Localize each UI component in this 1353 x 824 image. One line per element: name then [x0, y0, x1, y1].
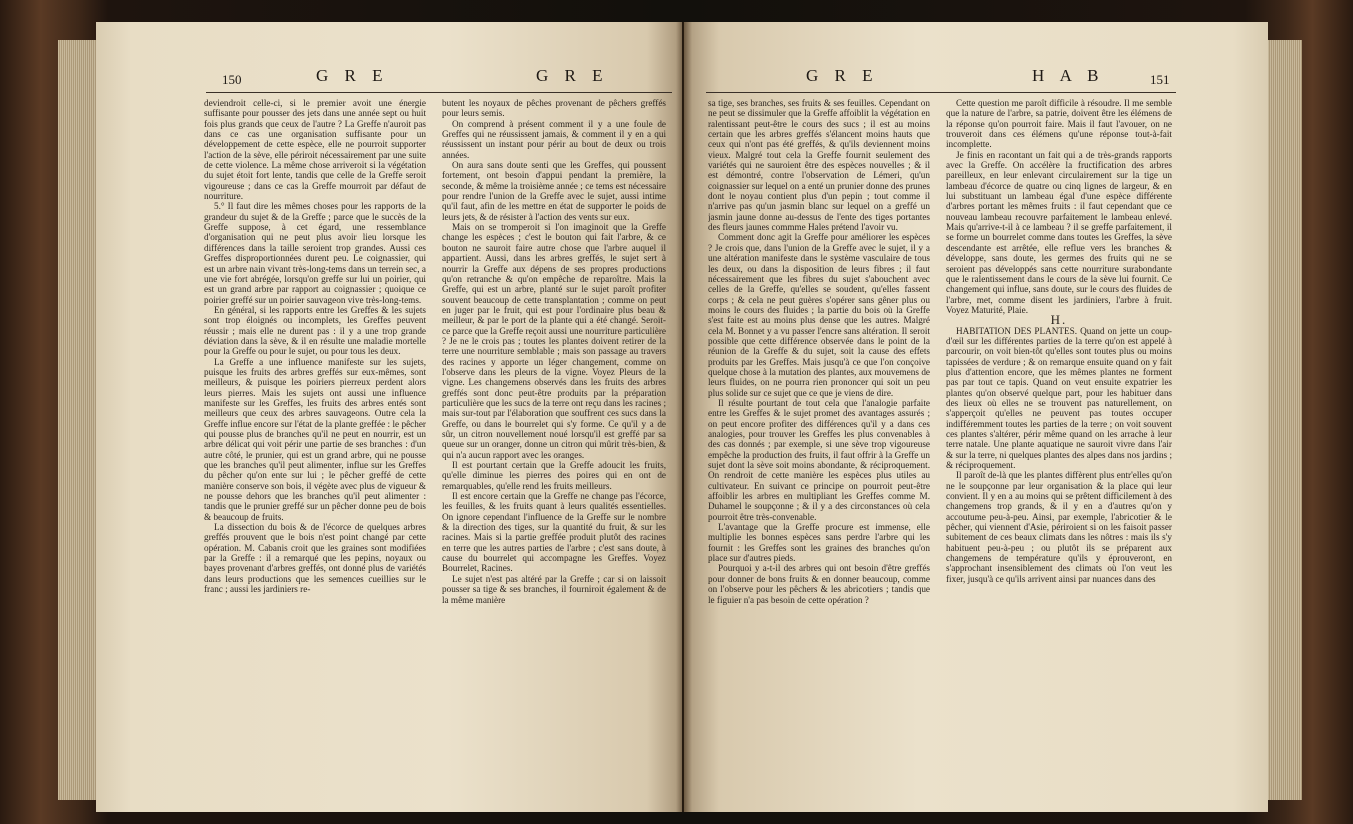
text-column-left-1: [204, 98, 426, 788]
page-number-left: 150: [222, 72, 242, 87]
left-page: [96, 22, 682, 812]
paragraph: deviendroit celle-ci, si le premier avoit une énergie suffisante pour pousser des jets dans une année sept ou huit fois plus grands que ceux de l'autre ? La Greffe n'auroit pas dans ce cas une organisation suffisante pour un développement de cette espèce, elle ne pourroit supporter l'action de la sève, elle périroit nécessairement par une suite de cette violence. La même chose arriveroit si la végétation du sujet étoit fort lente, tandis que celle de la Greffe seroit vigoureuse ; dans ce cas la Greffe mourroit par défaut de nourriture.: [204, 98, 426, 202]
text-column-left-2: [442, 98, 666, 788]
paragraph: Le sujet n'est pas altéré par la Greffe ; car si on laissoit pousser sa tige & ses branches, il fourniroit également & de la même manière: [442, 573, 666, 605]
paragraph: Il est pourtant certain que la Greffe adoucit les fruits, qu'elle diminue les pierres des poires qui en ont de remarquables, qu'elle rend les fruits meilleurs.: [442, 460, 666, 491]
running-head-right-col: G R E: [536, 66, 609, 85]
paragraph: La dissection du bois & de l'écorce de quelques arbres greffés prouvent que le bois n'est point changé par cette opération. M. Cabanis croit que les graines sont modifiées par la Greffe : il a remarqué que les pepins, noyaux ou bayes provenant d'arbres greffés, ont donné plus de variétés dans leurs productions que les semences cueillies sur le franc ; aussi les jardiniers re-: [204, 522, 426, 595]
paragraph: Il est encore certain que la Greffe ne change pas l'écorce, les feuilles, & les fruits quant à leurs qualités essentielles. On ignore cependant l'influence de la Greffe sur le nombre & la direction des tiges, sur la quantité du fruit, & sur les racines. Mais si la partie greffée produit plutôt des racines en terre que les autres parties de l'arbre ; c'est sans doute, à cause du bourrelet qui accompagne les Greffes. Voyez Bourrelet, Racines.: [442, 491, 666, 574]
paragraph: Je finis en racontant un fait qui a de très-grands rapports avec la Greffe. On accélère la fructification des arbres pareilleux, en leur enlevant circulairement sur la tige un lambeau d'écorce de quatre ou cinq lignes de largeur, & en lui substituant un lambeau égal d'une espèce différente d'arbres portant les mêmes fruits : il faut cependant que ce nouveau lambeau recouvre parfaitement le lambeau enlevé. Mais qu'arrive-t-il à ce lambeau ? il se greffe parfaitement, il se forme un bourrelet comme dans toutes les Greffes, la sève descendante est arrêtée, elle reflue vers les branches & développe, sans doute, les germes des fruits qui ne se seroient pas développés sans cette nourriture surabondante que le ralentissement dans le cours de la sève lui fournit. Ce changement qui influe, sans doute, sur le cours des fluides de l'arbre, met, comme disent les jardiniers, l'arbre à fruit. Voyez Maturité, Plaie.: [946, 149, 1172, 315]
running-head-left-col: G R E: [806, 66, 879, 85]
page-number-right: 151: [1150, 72, 1170, 87]
page-edges-left: [58, 40, 98, 800]
header-rule: [206, 92, 672, 93]
paragraph: 5.° Il faut dire les mêmes choses pour les rapports de la grandeur du sujet & de la Greffe ; parce que le succès de la Greffe suppose, à cet égard, une ressemblance d'organisation qui ne peut plus avoir lieu lorsque les différences dans la taille seroient trop grandes. Aussi ces Greffes disproportionnées durent peu. Le coignassier, qui est un arbre nain vivant très-long-tems dans un terrein sec, a une vie fort abrégée, lorsqu'on greffe sur lui un poirier, qui est un grand arbre par rapport au coignassier ; quoique ce poirier greffé sur un poirier sauvageon vive très-long-tems.: [204, 201, 426, 305]
paragraph: Il paroît de-là que les plantes diffèrent plus entr'elles qu'on ne le soupçonne par leur organisation & la place qui leur convient. Il y en a au moins qui se prêtent difficilement à des changemens trop grands, & il y en a d'autres qu'on y accoutume peu-à-peu. Ainsi, par exemple, l'abricotier & le pêcher, qui viennent d'Asie, périroient si on les faisoit passer subitement de ces beaux climats dans les nôtres : mais ils s'y habituent peu-à-peu ; ou plutôt ils se préparent aux changemens de température qu'ils y éprouveront, en s'approchant insensiblement des climats où l'on veut les fixer, jusqu'à ce qu'ils arrivent ainsi par nuances dans des: [946, 470, 1172, 584]
paragraph: On aura sans doute senti que les Greffes, qui poussent fortement, ont besoin d'appui pendant la première, la seconde, & même la troisième année ; ce tems est nécessaire pour rendre l'union de la Greffe avec le sujet, aussi intime qu'il faut, afin de les mettre en état de supporter le poids de leurs jets, & de résister à l'action des vents sur eux.: [442, 160, 666, 222]
paragraph: Cette question me paroît difficile à résoudre. Il me semble que la nature de l'arbre, sa patrie, doivent être les élémens de la réponse qu'on pourroit faire. Mais il faut l'avouer, on ne trouveroit dans ces élémens qu'une réponse tout-à-fait incomplette.: [946, 98, 1172, 150]
text-column-right-2: [946, 98, 1172, 788]
paragraph: HABITATION DES PLANTES. Quand on jette un coup-d'œil sur les différentes parties de la terre qu'on est appelé à parcourir, on voit bien-tôt qu'elles sont toutes plus ou moins tapissées de verdure ; & on remarque ensuite quand on y fait plus d'attention encore, que les mêmes plantes ne forment pas par tout ce tapis. Quand on veut ensuite expatrier les plantes qu'on observé quelque part, pour les habituer dans des lieux où elles ne se trouvent pas naturellement, on s'apperçoit qu'elles ne peuvent pas toutes occuper indifféremment toutes les parties de la terre ; on voit souvent ces plantes s'altérer, périr même quand on les arrache à leur terre natale. Une plante aquatique ne sauroit vivre dans l'air & sur la terre, ni quelques plantes des alpes dans nos jardins ; & réciproquement.: [946, 325, 1172, 471]
header-rule: [706, 92, 1176, 93]
paragraph: L'avantage que la Greffe procure est immense, elle multiplie les bonnes espèces sans perdre l'arbre qui les fournit : les Greffes sont les graines des branches qu'on place sur d'autres pieds.: [708, 522, 930, 564]
paragraph: Mais on se tromperoit si l'on imaginoit que la Greffe change les espèces ; c'est le bouton qui fait l'arbre, & ce bouton ne sauroit faire autre chose que l'arbre auquel il appartient. Aussi, dans les arbres greffés, le sujet sert à nourrir la Greffe aux dépens de ses propres productions qu'on retranche & qu'on empêche de reparoître. Mais la Greffe, qui est un arbre, planté sur le sujet paroît profiter souvent beaucoup de cette transplantation ; comme on peut en juger par le fruit, qui est pour l'ordinaire plus beau & meilleur, & par le port de la plante qui a été changé. Seroit-ce parce que la Greffe reçoit aussi une nourriture particulière ? Je ne le crois pas ; toutes les plantes doivent retirer de la terre une nourriture semblable ; mais son passage au travers des racines y apporte un léger changement, comme on l'observe dans les pleurs de la vigne. Voyez Pleurs de la vigne. Les changemens observés dans les fruits des arbres greffés sont donc peut-être produits par la préparation particulière que les sucs de la terre ont reçu dans les racines ; mais sur-tout par l'élaboration que souffrent ces sucs dans la Greffe, ou dans le bourrelet qui s'y forme. Ce qu'il y a de sûr, un citron nouvellement noué lorsqu'il est greffé par sa queue sur un oranger, donne un citron qui mûrit très-bien, & qui n'a aucun rapport avec les oranges.: [442, 222, 666, 460]
text-column-right-1: [708, 98, 930, 788]
paragraph: En général, si les rapports entre les Greffes & les sujets sont trop éloignés ou incomplets, les Greffes peuvent réussir ; mais elle ne durent pas : il y a une trop grande déviation dans la sève, & il en résulte une maladie mortelle pour la Greffe ou pour le sujet, ou pour tous les deux.: [204, 304, 426, 357]
paragraph: sa tige, ses branches, ses fruits & ses feuilles. Cependant on ne peut se dissimuler que la Greffe affoiblit la végétation en ralentissant peut-être le cours des sucs ; il est au moins certain que les arbres greffés s'élancent moins hauts que ceux qui n'ont pas été greffés, & qu'ils deviennent moins vieux. Malgré tout cela la Greffe fournit seulement des variétés qui ne sauroient être des espèces nouvelles ; & il est démontré, contre l'observation de Lémeri, qu'un coignassier sur lequel on a enté un prunier donne des prunes dont le noyau contient plus d'un pepin ; tout comme il n'arrive pas qu'un jasmin blanc sur lequel on a greffé un jasmin jaune donne au-dessus de l'ente des tiges portantes des fleurs jaunes commme Hales prétend l'avoir vu.: [708, 98, 930, 233]
paragraph: Il résulte pourtant de tout cela que l'analogie parfaite entre les Greffes & le sujet promet des avantages assurés ; on peut encore profiter des différences qu'il y a dans ces analogies, pour trouver les Greffes les plus convenables à des cas donnés ; par exemple, si une sève trop vigoureuse empêche la production des fruits, il faut offrir à la Greffe un sujet dont la sève soit moins abondante, & réciproquement. On rendroit de cette manière les espèces plus utiles au cultivateur. En suivant ce principe on pourroit peut-être affoiblir les arbres en multipliant les Greffes comme M. Duhamel le soupçonne ; & il y a des circonstances où cela pourroit être très-convenable.: [708, 397, 930, 522]
paragraph: La Greffe a une influence manifeste sur les sujets, puisque les fruits des arbres greffés sur eux-mêmes, sont meilleurs, & puisque les poiriers pierreux perdent alors leurs pierres. Mais les sujets ont aussi une influence manifeste sur les Greffes, les fruits des arbres entés sont meilleurs que ceux des arbres sauvageons. Outre cela la Greffe influe encore sur l'état de la plante greffée : le pêcher qui pousse plus de branches qu'il ne peut en nourrir, est un arbre délicat qui voit périr une partie de ses branches : d'un autre côté, le prunier, qui est un grand arbre, qui ne pousse que les branches qu'il peut alimenter, influe sur les Greffes du pêcher qu'on ente sur lui ; le pêcher greffé de cette manière conserve son bois, il végète avec plus de vigueur & ne pousse dehors que les branches qu'il peut alimenter : tandis que le prunier greffé sur un pêcher donne peu de bois & beaucoup de fruits.: [204, 356, 426, 522]
paragraph: butent les noyaux de pêches provenant de pêchers greffés pour leurs semis.: [442, 98, 666, 119]
page-edges-right: [1266, 40, 1302, 800]
book-gutter: [676, 22, 692, 812]
paragraph: Pourquoi y a-t-il des arbres qui ont besoin d'être greffés pour donner de bons fruits & en donner beaucoup, comme on l'observe pour les pêchers & les abricotiers ; tandis que le figuier n'a pas besoin de cette opération ?: [708, 563, 930, 605]
right-page: [684, 22, 1268, 812]
paragraph: On comprend à présent comment il y a une foule de Greffes qui ne réussissent jamais, & comment il y en a qui réussissent un instant pour périr au bout de deux ou trois années.: [442, 118, 666, 160]
running-head-right-col: H A B: [1032, 66, 1105, 85]
section-letter: H.: [1050, 312, 1068, 328]
paragraph: Comment donc agit la Greffe pour améliorer les espèces ? Je crois que, dans l'union de la Greffe avec le sujet, il y a une altération manifeste dans le système vasculaire de tous les deux, ou dans la disposition de leurs fibres ; il faut nécessairement que les fibres du sujet s'abouchent avec celles de la Greffe, qu'elles se soudent, qu'elles fassent corps ; & cela ne peut guères s'opérer sans gêner plus ou moins le cours des fluides ; la partie du bois où la Greffe s'est faite est au moins plus dense que les autres. Malgré cela M. Bonnet y a vu passer l'encre sans altération. Il seroit possible que cette différence observée dans le point de la réunion de la Greffe & du sujet, soit la cause des effets produits par les Greffes. Mais jusqu'à ce que l'on conçoive quelque chose à la mutation des plantes, aux mouvemens de leurs fluides, on ne pourra rien prononcer qui soit un peu plus solide sur ce sujet que ce que je viens de dire.: [708, 232, 930, 398]
running-head-left-col: G R E: [316, 66, 389, 85]
